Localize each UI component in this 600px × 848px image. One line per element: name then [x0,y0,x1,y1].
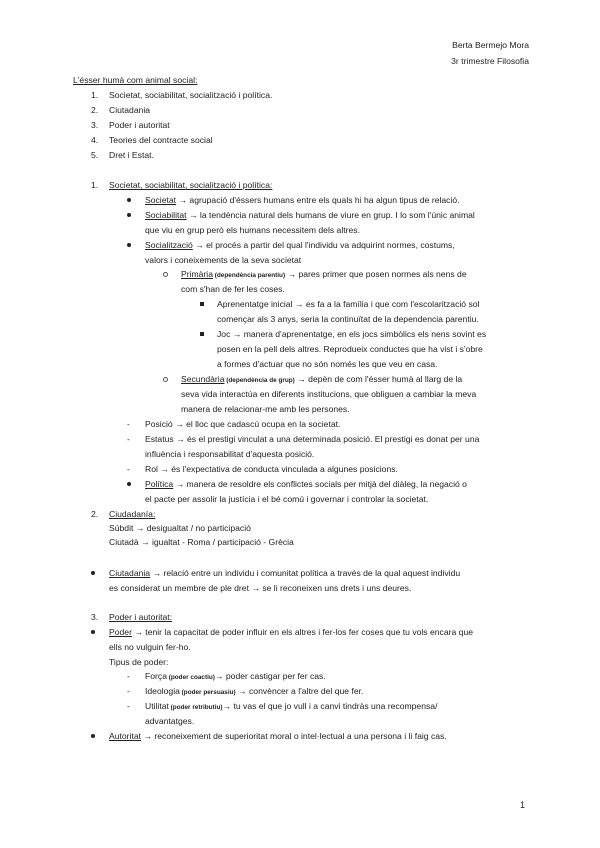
term: Utilitat [145,701,169,711]
bullet-icon [91,630,95,634]
definition-text: → el procés a partir del qual l'individu va adquirint normes, costums, [192,240,455,250]
toc-item: Poder i autoritat [109,120,170,130]
square-bullet-icon [200,302,204,306]
definition-text: ells no vulguin fer-ho. [109,642,191,652]
power-type [145,685,363,699]
section-heading: Ciudadanía: [109,509,156,519]
dash-bullet: - [127,419,130,429]
dash-bullet: - [127,701,130,711]
term: Autoritat [109,731,142,741]
power-type [145,700,437,714]
list-item: posen en la pell dels altres. Reprodueix conductes que ha vist i s'obre [217,344,483,354]
list-item: Estatus → és el prestigi vinculat a una determinada posició. El prestigi es donat per una [145,434,480,444]
bullet-icon [91,734,95,738]
text-line: Ciutadà → igualtat - Roma / participació - Grècia [109,537,294,547]
circle-bullet-icon [163,377,168,382]
socialization-secondary [181,373,462,387]
term-tag: (poder coactiu) [166,674,215,681]
toc-num: 5. [91,150,99,160]
definition-sociabilitat [145,209,475,221]
term: Ideologia [145,686,180,696]
definition-text: → manera de resoldre els conflictes socials per mitjà del diàleg, la negació o [173,479,467,489]
definition-text: el pacte per assolir la justícia i el bé comú i governar i controlar la societat. [145,494,429,504]
definition-text: → pares primer que posen normes als nens de [285,269,467,279]
definition-autoritat [109,730,447,742]
toc-num: 3. [91,120,99,130]
section-heading: Societat, sociabilitat, socialització i política: [109,180,273,190]
header-term: 3r trimestre Filosofia [451,56,529,66]
definition-text: → poder castigar per fer cas. [214,671,326,681]
term: Força [145,671,167,681]
toc-item: Dret i Estat. [109,150,154,160]
term: Sociabilitat [145,210,187,220]
definition-text: advantatges. [145,716,195,726]
list-item: començar als 3 anys, seria la continuïtat de la dependencia parentiu. [217,314,479,324]
definition-text: que viu en grup però els humans necessitem dels altres. [145,225,360,235]
definition-socialitzacio [145,239,455,251]
list-item: Rol → és l'expectativa de conducta vinculada a algunes posicions. [145,464,398,474]
doc-title: L'ésser humà com animal social: [73,75,198,85]
term: Ciutadania [109,568,151,578]
list-item: a formes d'actuar que no són només les que veu en casa. [217,359,438,369]
term-tag: (dependència de grup) [224,377,295,384]
term: Política [145,479,174,489]
definition-poder [109,626,473,638]
dash-bullet: - [127,671,130,681]
text-line: Súbdit → desigualtat / no participació [109,523,251,533]
section-heading: Poder i autoritat: [109,612,173,622]
definition-text: seva vida interactúa en diferents institucions, que obliguen a cambiar la meva [181,389,477,399]
header-author: Berta Bermejo Mora [452,40,529,50]
definition-text: com s'han de fer les coses. [181,284,285,294]
bullet-icon [127,213,131,217]
power-type [145,670,326,684]
list-item: Aprenentatge inicial → es fa a la família i que com l'escolarització sol [217,299,480,309]
definition-societat [145,194,460,206]
definition-text: → la tendència natural dels humans de viure en grup. I lo som l'únic animal [186,210,475,220]
term: Societat [145,195,177,205]
definition-text: → relació entre un individu i comunitat política a través de la qual aquest individu [150,568,461,578]
toc-num: 2. [91,105,99,115]
bullet-icon [91,571,95,575]
definition-text: es considerat un membre de ple dret → se li reconeixen uns drets i uns deures. [109,583,412,593]
definition-text: → tu vas el que jo vull i a canvi tindràs una recompensa/ [222,701,438,711]
definition-text: manera de relacionar-me amb les persones. [181,404,350,414]
term-tag: (dependència parentiu) [213,272,286,279]
term-tag: (poder persuasiu) [179,689,236,696]
text-line: Tipus de poder: [109,657,169,667]
section-number: 3. [91,612,99,622]
term-tag: (poder retributiu) [168,704,223,711]
section-number: 1. [91,180,99,190]
dash-bullet: - [127,464,130,474]
bullet-icon [127,482,131,486]
list-item: Posició → el lloc que cadascú ocupa en la societat. [145,419,341,429]
toc-item: Teories del contracte social [109,135,213,145]
bullet-icon [127,243,131,247]
socialization-primary [181,268,467,282]
toc-item: Ciutadania [109,105,151,115]
term: Primària [181,269,213,279]
definition-text: → reconeixement de superioritat moral o intel·lectual a una persona i li faig cas. [141,731,447,741]
definition-ciutadania [109,567,460,579]
dash-bullet: - [127,686,130,696]
toc-item: Societat, sociabilitat, socialització i política. [109,90,273,100]
definition-text: → convèncer a l'altre del que fer. [235,686,364,696]
term: Socialització [145,240,193,250]
bullet-icon [127,198,131,202]
definition-text: valors i coneixements de la seva societat [145,255,302,265]
definition-politica [145,478,467,490]
dash-bullet: - [127,434,130,444]
term: Poder [109,627,132,637]
toc-num: 1. [91,90,99,100]
list-item: influència i responsabilitat d'aquesta posició. [145,449,315,459]
list-item: Joc → manera d'aprenentatge, en els jocs simbòlics els nens sovint es [217,329,487,339]
section-number: 2. [91,509,99,519]
definition-text: → depèn de com l'ésser humà al llarg de la [294,374,463,384]
page-number: 1 [519,800,525,810]
toc-num: 4. [91,135,99,145]
square-bullet-icon [200,332,204,336]
definition-text: → tenir la capacitat de poder influir en els altres i fer-los fer coses que tu vols encara que [131,627,473,637]
definition-text: → agrupació d'éssers humans entre els quals hi ha algun tipus de relació. [176,195,460,205]
term: Secundària [181,374,225,384]
circle-bullet-icon [163,272,168,277]
